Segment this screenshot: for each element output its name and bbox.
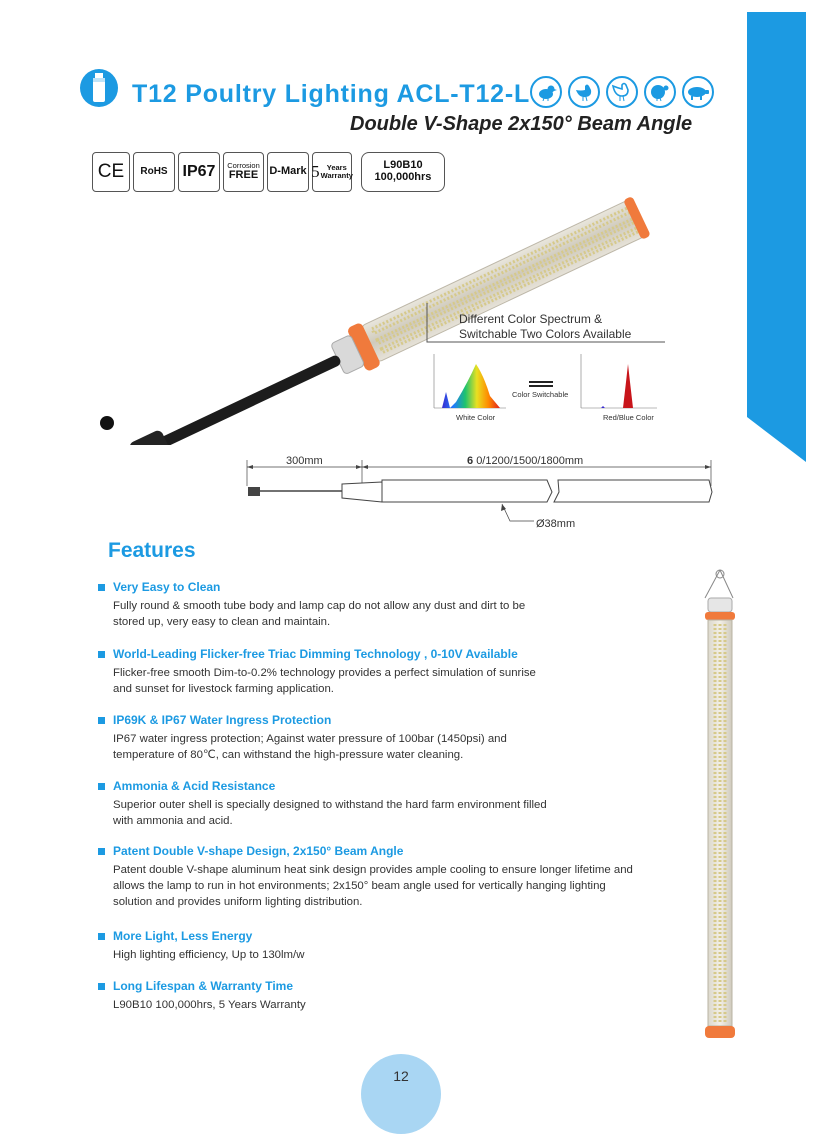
bullet-icon bbox=[98, 848, 105, 855]
page-number-circle bbox=[361, 1054, 441, 1134]
feature-heading: Patent Double V-shape Design, 2x150° Beam Angle bbox=[113, 844, 404, 858]
spectrum-caption bbox=[459, 312, 631, 342]
dimension-drawing bbox=[244, 458, 716, 524]
switch-bar-bottom bbox=[529, 385, 553, 387]
color-switchable-label: Color Switchable bbox=[512, 390, 569, 399]
warranty-number: 5 bbox=[311, 162, 320, 182]
tube-length-prefix: 6 bbox=[467, 455, 474, 467]
switch-bar-top bbox=[529, 381, 553, 383]
feature-heading: More Light, Less Energy bbox=[113, 929, 253, 943]
feature-body: Flicker-free smooth Dim-to-0.2% technology provides a perfect simulation of sunrise and sunset for livestock farming application. bbox=[113, 667, 536, 695]
pig-icon bbox=[682, 76, 714, 108]
warranty-label: Warranty bbox=[320, 171, 353, 180]
side-accent-band bbox=[747, 12, 806, 462]
feature-heading: Ammonia & Acid Resistance bbox=[113, 779, 276, 793]
warranty-years-label: Years bbox=[326, 163, 347, 173]
hen-icon bbox=[568, 76, 600, 108]
feature-heading: IP69K & IP67 Water Ingress Protection bbox=[113, 713, 332, 727]
corrosion-label: Corrosion bbox=[227, 161, 260, 171]
feature-item bbox=[98, 929, 658, 963]
bullet-icon bbox=[98, 783, 105, 790]
bullet-icon bbox=[98, 717, 105, 724]
tube-length-values: 0/1200/1500/1800mm bbox=[476, 455, 584, 467]
feature-body: High lighting efficiency, Up to 130lm/w bbox=[113, 949, 305, 961]
page-subtitle: Double V-Shape 2x150° Beam Angle bbox=[350, 113, 693, 135]
feature-heading: World-Leading Flicker-free Triac Dimming Technology , 0-10V Available bbox=[113, 647, 518, 661]
feature-body: Patent double V-shape aluminum heat sink design provides ample cooling to ensure longer lifetime and allows the lamp to run in hot environments; 2x150° beam angle used for vertically hanging lighting solution and provides uniform lighting distribution. bbox=[113, 864, 633, 908]
feature-item bbox=[98, 647, 658, 697]
feature-heading: Long Lifespan & Warranty Time bbox=[113, 979, 294, 993]
page-title: T12 Poultry Lighting ACL-T12-L bbox=[132, 80, 531, 108]
feature-body: Fully round & smooth tube body and lamp cap do not allow any dust and dirt to be stored up, very easy to clean and maintain. bbox=[113, 600, 526, 628]
feature-body: IP67 water ingress protection; Against water pressure of 100bar (1450psi) and temperature of 80℃, can withstand the high-pressure water cleaning. bbox=[113, 733, 507, 761]
bullet-icon bbox=[98, 651, 105, 658]
feature-heading: Very Easy to Clean bbox=[113, 580, 221, 594]
feature-item bbox=[98, 979, 658, 1013]
feature-body: Superior outer shell is specially designed to withstand the hard farm environment filled with ammonia and acid. bbox=[113, 799, 547, 827]
feature-item bbox=[98, 844, 658, 910]
rooster-icon bbox=[606, 76, 638, 108]
spectrum-caption-line1: Different Color Spectrum & bbox=[459, 312, 603, 326]
animal-icons bbox=[530, 76, 714, 108]
rohs-badge: RoHS bbox=[133, 152, 175, 192]
dmark-badge: D-Mark bbox=[267, 152, 309, 192]
bullet-icon bbox=[98, 983, 105, 990]
feature-item bbox=[98, 713, 658, 763]
features-title: Features bbox=[108, 539, 196, 562]
turkey-icon bbox=[644, 76, 676, 108]
free-label: FREE bbox=[228, 169, 259, 182]
cable-length-label: 300mm bbox=[286, 455, 323, 467]
page-number: 12 bbox=[393, 1068, 409, 1084]
lifespan-hours: 100,000hrs bbox=[374, 171, 432, 183]
ip67-badge: IP67 bbox=[178, 152, 220, 192]
tube-length-label bbox=[467, 455, 583, 467]
chick-icon bbox=[530, 76, 562, 108]
hanging-tube-illustration bbox=[695, 568, 745, 1042]
red-blue-color-label: Red/Blue Color bbox=[603, 413, 654, 422]
diameter-label: Ø38mm bbox=[536, 518, 576, 530]
spectrum-caption-line2: Switchable Two Colors Available bbox=[459, 327, 632, 341]
lifespan-rating: L90B10 bbox=[383, 159, 423, 172]
feature-body: L90B10 100,000hrs, 5 Years Warranty bbox=[113, 999, 306, 1011]
feature-item bbox=[98, 779, 658, 829]
bullet-icon bbox=[98, 584, 105, 591]
red-blue-spectrum-chart bbox=[575, 352, 660, 414]
product-tube-icon bbox=[80, 69, 118, 107]
white-color-spectrum-chart bbox=[428, 352, 508, 414]
bullet-icon bbox=[98, 933, 105, 940]
ce-badge: CE bbox=[92, 152, 130, 192]
feature-item bbox=[98, 580, 658, 630]
white-color-label: White Color bbox=[456, 413, 496, 422]
